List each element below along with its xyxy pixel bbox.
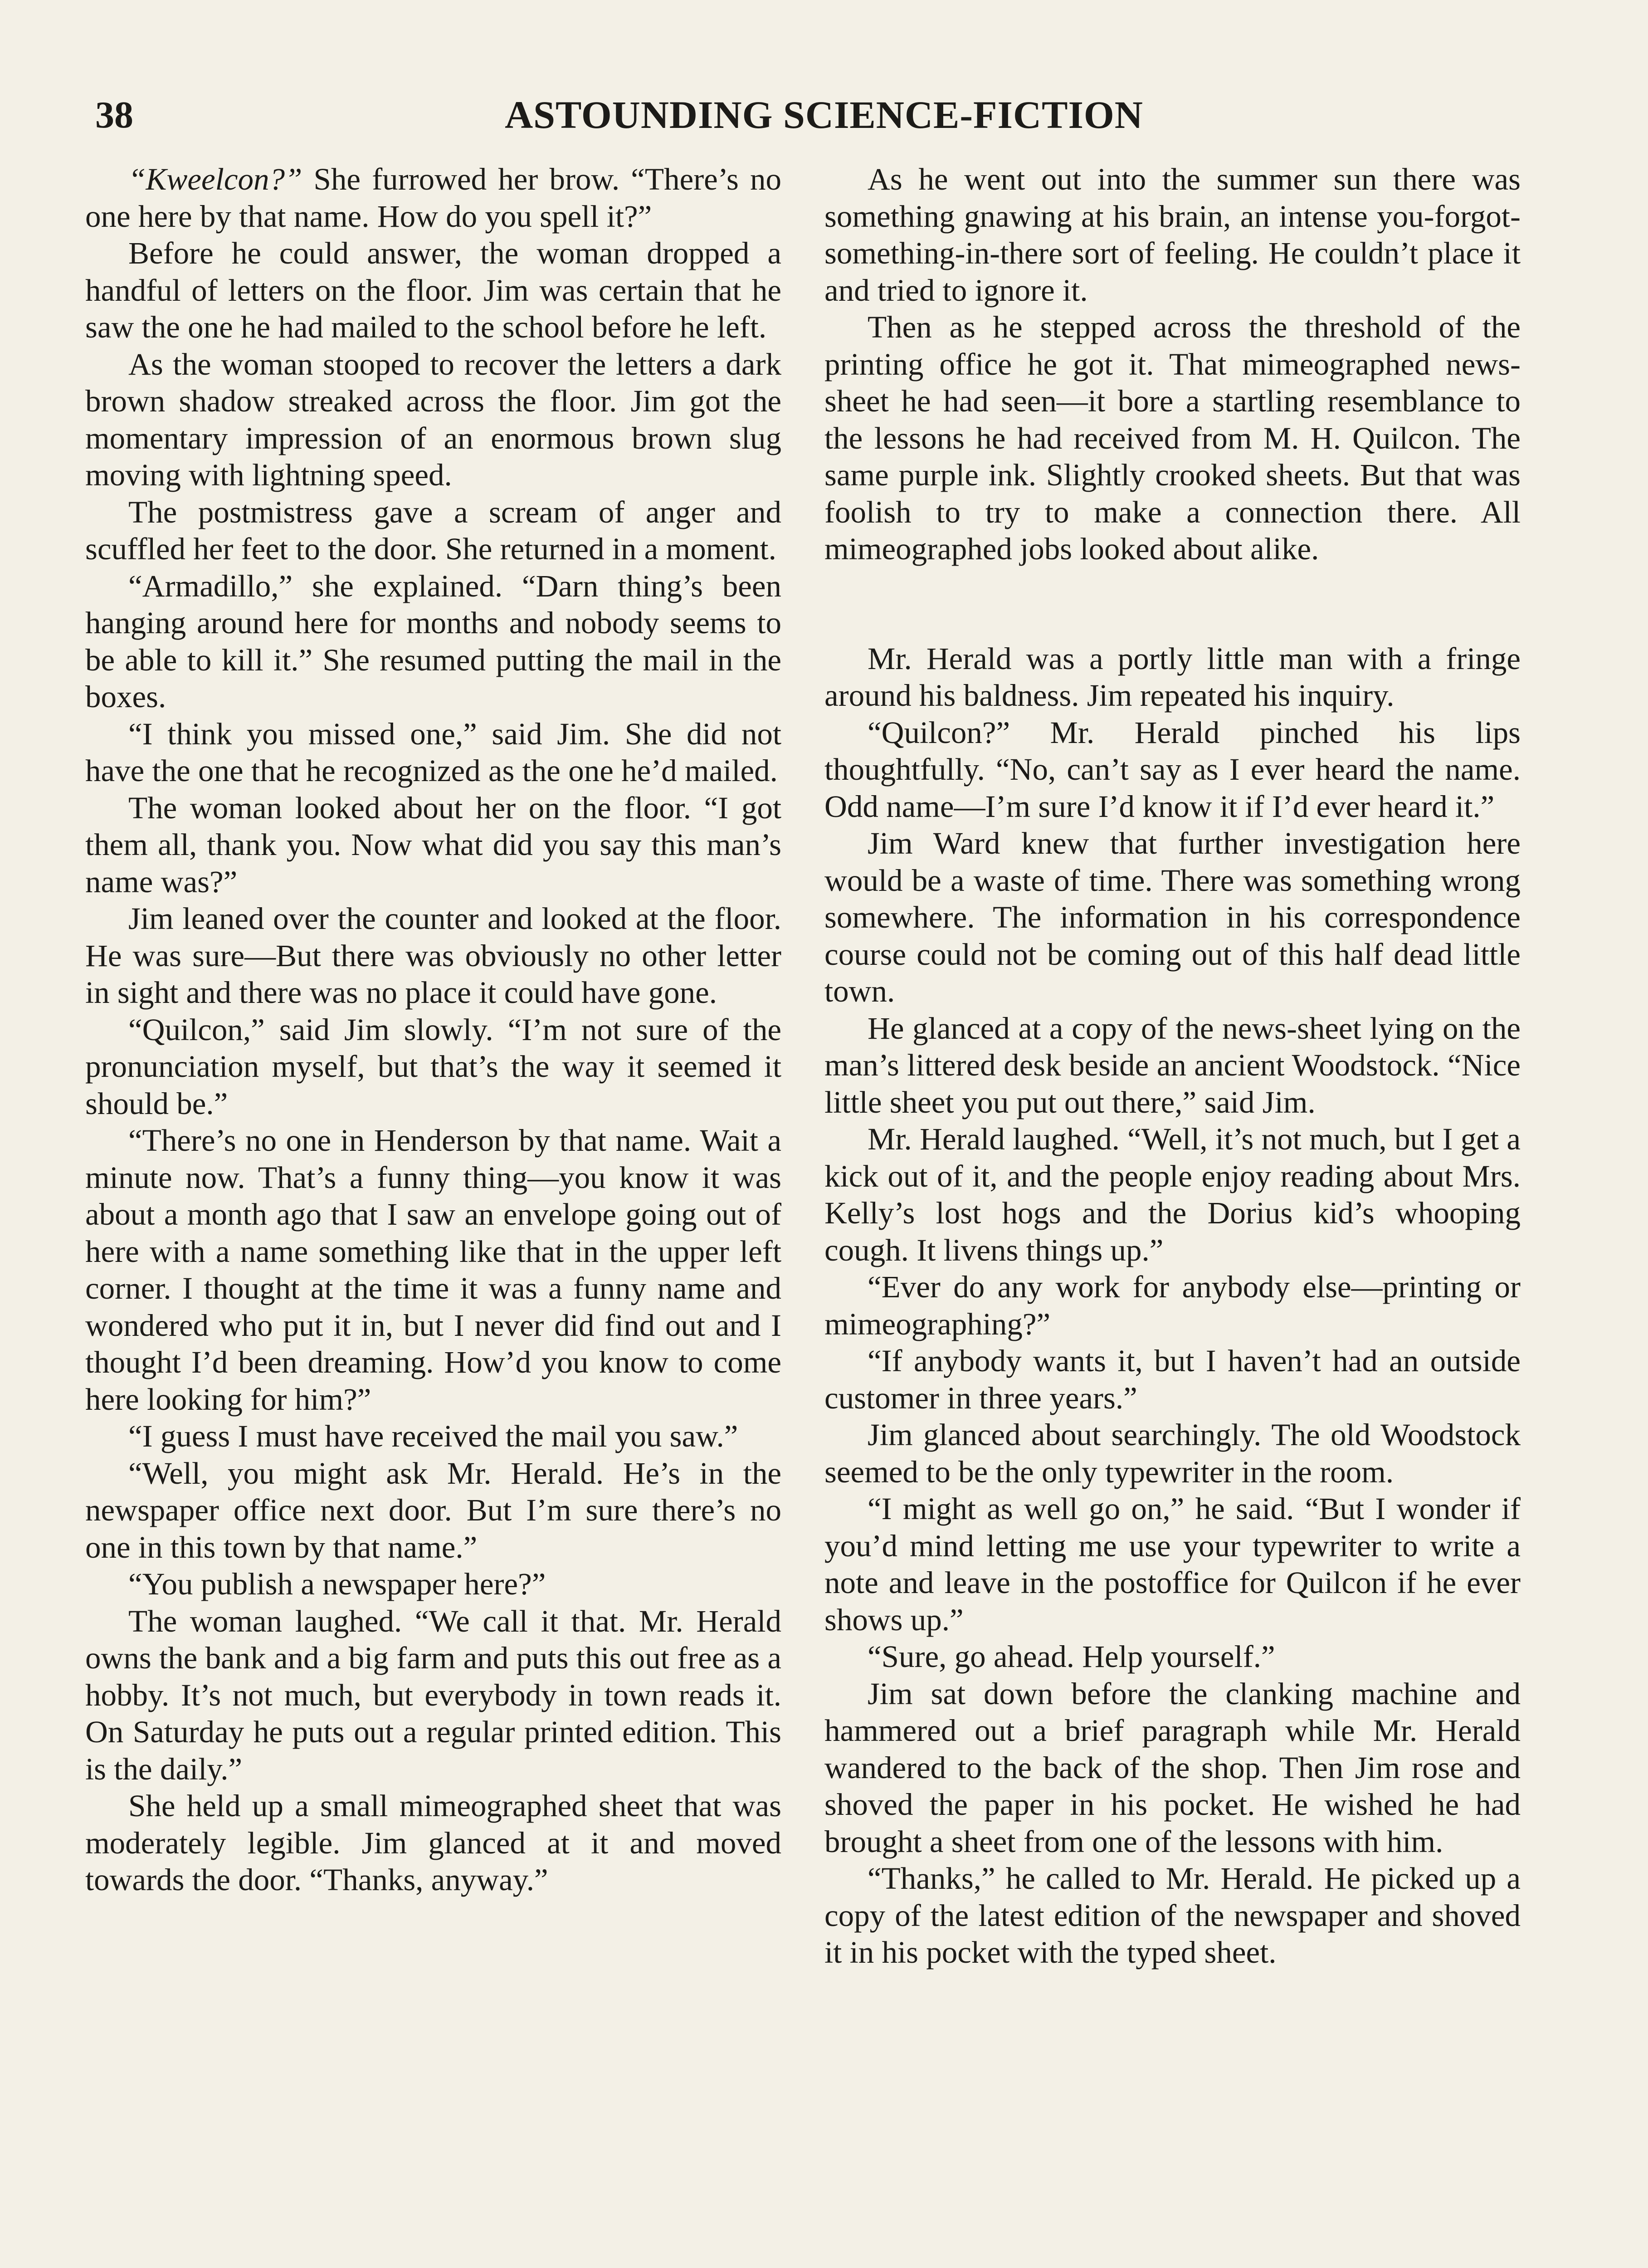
- paragraph: “Thanks,” he called to Mr. Herald. He picked up a copy of the latest edition of the newspaper and shoved it in his pocket with the typed sheet.: [824, 1861, 1521, 1970]
- paragraph: “I think you missed one,” said Jim. She did not have the one that he recognized as the one he’d mailed.: [85, 716, 781, 788]
- page-number: 38: [95, 94, 133, 136]
- paragraph: “Ever do any work for anybody else—printing or mimeographing?”: [824, 1270, 1521, 1341]
- italic-word: “Kweelcon?”: [128, 162, 302, 196]
- running-head: ASTOUNDING SCIENCE-FICTION: [505, 93, 1143, 137]
- paragraph: As the woman stooped to recover the letters a dark brown shadow streaked across the floor. Jim got the momentary impression of an enormous brown slug moving with lightning speed.: [85, 347, 781, 492]
- right-column: [824, 161, 1521, 1971]
- paragraph: [85, 161, 781, 235]
- paragraph: Jim Ward knew that further investigation here would be a waste of time. There was something wrong somewhere. The information in his correspondence course could not be coming out of this half dead little town.: [824, 826, 1521, 1008]
- paragraph: Jim sat down before the clanking machine and hammered out a brief paragraph while Mr. Herald wandered to the back of the shop. Then Jim rose and shoved the paper in his pocket. He wished he had brought a sheet from one of the lessons with him.: [824, 1676, 1521, 1859]
- paragraph: She held up a small mimeographed sheet that was moderately legible. Jim glanced at it and moved towards the door. “Thanks, anyway.”: [85, 1789, 781, 1897]
- paragraph: “Armadillo,” she explained. “Darn thing’s been hanging around here for months and nobody seems to be able to kill it.” She resumed putting the mail in the boxes.: [85, 568, 781, 714]
- paragraph: “There’s no one in Henderson by that name. Wait a minute now. That’s a funny thing—you know it was about a month ago that I saw an envelope going out of here with a name something like that in the upper left corner. I thought at the time it was a funny name and wondered who put it in, but I never did find out and I thought I’d been dreaming. How’d you know to come here looking for him?”: [85, 1123, 781, 1417]
- paragraph: The postmistress gave a scream of anger and scuffled her feet to the door. She returned in a moment.: [85, 494, 781, 566]
- paragraph: The woman laughed. “We call it that. Mr. Herald owns the bank and a big farm and puts this out free as a hobby. It’s not much, but everybody in town reads it. On Saturday he puts out a regular printed edition. This is the daily.”: [85, 1603, 781, 1786]
- paragraph: “If anybody wants it, but I haven’t had an outside customer in three years.”: [824, 1344, 1521, 1415]
- left-column: [85, 161, 781, 1899]
- paragraph: “I guess I must have received the mail you saw.”: [128, 1419, 738, 1453]
- paragraph: “Sure, go ahead. Help yourself.”: [868, 1639, 1275, 1674]
- paragraph: Mr. Herald laughed. “Well, it’s not much, but I get a kick out of it, and the people enjoy reading about Mrs. Kelly’s lost hogs and the Dorius kid’s whooping cough. It livens things up.”: [824, 1122, 1521, 1267]
- paragraph: He glanced at a copy of the news-sheet lying on the man’s littered desk beside an ancient Woodstock. “Nice little sheet you put out there,” said Jim.: [824, 1011, 1521, 1119]
- paragraph-text: She furrowed her brow. “There’s no one here by that name. How do you spell it?”: [85, 162, 781, 234]
- paragraph: Jim glanced about searchingly. The old Woodstock seemed to be the only typewriter in the room.: [824, 1418, 1521, 1489]
- paragraph: “I might as well go on,” he said. “But I wonder if you’d mind letting me use your typewriter to write a note and leave in the postoffice for Quilcon if he ever shows up.”: [824, 1491, 1521, 1637]
- paragraph: Then as he stepped across the threshold of the printing office he got it. That mimeographed news-sheet he had seen—it bore a startling resemblance to the lessons he had received from M. H. Quilcon. The same purple ink. Slightly crooked sheets. But that was foolish to try to make a connection there. All mimeographed jobs looked about alike.: [824, 310, 1521, 566]
- paragraph: “Well, you might ask Mr. Herald. He’s in the newspaper office next door. But I’m sure there’s no one in this town by that name.”: [85, 1456, 781, 1564]
- paragraph: Before he could answer, the woman dropped a handful of letters on the floor. Jim was certain that he saw the one he had mailed to the school before he left.: [85, 236, 781, 344]
- paragraph: Jim leaned over the counter and looked at the floor. He was sure—But there was obviously no other letter in sight and there was no place it could have gone.: [85, 901, 781, 1010]
- paragraph: “Quilcon,” said Jim slowly. “I’m not sure of the pronunciation myself, but that’s the way it seemed it should be.”: [85, 1012, 781, 1121]
- paragraph: Mr. Herald was a portly little man with a fringe around his baldness. Jim repeated his inquiry.: [824, 641, 1521, 713]
- paragraph: “Quilcon?” Mr. Herald pinched his lips thoughtfully. “No, can’t say as I ever heard the name. Odd name—I’m sure I’d know it if I’d ever heard it.”: [824, 715, 1521, 824]
- paragraph: The woman looked about her on the floor. “I got them all, thank you. Now what did you say this man’s name was?”: [85, 790, 781, 899]
- paragraph: “You publish a newspaper here?”: [128, 1567, 546, 1601]
- paragraph: As he went out into the summer sun there was something gnawing at his brain, an intense you-forgot-something-in-there sort of feeling. He couldn’t place it and tried to ignore it.: [824, 162, 1521, 308]
